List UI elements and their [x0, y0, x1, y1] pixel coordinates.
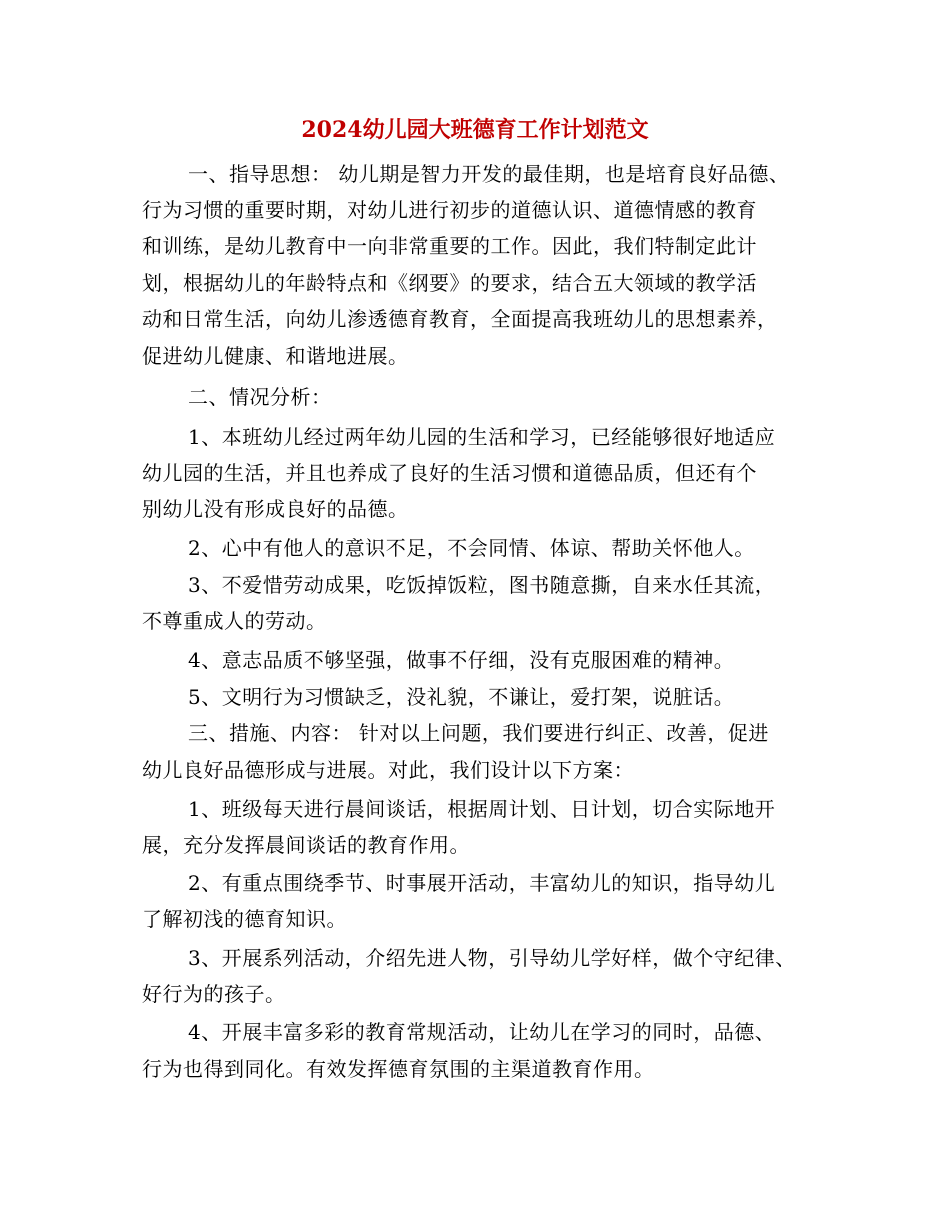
text-line: 划，根据幼儿的年龄特点和《纲要》的要求，结合五大领域的教学活 — [142, 271, 757, 295]
text-line: 1、本班幼儿经过两年幼儿园的生活和学习，已经能够很好地适应 — [188, 425, 776, 449]
text-line: 4、意志品质不够坚强，做事不仔细，没有克服困难的精神。 — [188, 648, 735, 672]
text-line: 别幼儿没有形成良好的品德。 — [142, 497, 409, 521]
text-line: 促进幼儿健康、和谐地进展。 — [142, 344, 409, 368]
text-line: 三、措施、内容： 针对以上问题，我们要进行纠正、改善，促进 — [188, 721, 769, 745]
text-line: 和训练，是幼儿教育中一向非常重要的工作。因此，我们特制定此计 — [142, 234, 757, 258]
text-line: 5、文明行为习惯缺乏，没礼貌，不谦让，爱打架，说脏话。 — [188, 685, 735, 709]
text-line: 2、心中有他人的意识不足，不会同情、体谅、帮助关怀他人。 — [188, 536, 755, 560]
text-line: 一、指导思想： 幼儿期是智力开发的最佳期，也是培育良好品德、 — [188, 162, 790, 186]
text-line: 4、开展丰富多彩的教育常规活动，让幼儿在学习的同时，品德、 — [188, 1020, 776, 1044]
text-line: 好行为的孩子。 — [142, 982, 286, 1006]
text-line: 幼儿良好品德形成与进展。对此，我们设计以下方案： — [142, 758, 634, 782]
text-line: 幼儿园的生活，并且也养成了良好的生活习惯和道德品质，但还有个 — [142, 461, 757, 485]
text-line: 2、有重点围绕季节、时事展开活动，丰富幼儿的知识，指导幼儿 — [188, 871, 776, 895]
section-heading: 二、情况分析： — [188, 385, 332, 409]
text-line: 行为也得到同化。有效发挥德育氛围的主渠道教育作用。 — [142, 1057, 655, 1081]
text-line: 1、班级每天进行晨间谈话，根据周计划、日计划，切合实际地开 — [188, 797, 776, 821]
text-line: 3、开展系列活动，介绍先进人物，引导幼儿学好样，做个守纪律、 — [188, 946, 796, 970]
text-line: 3、不爱惜劳动成果，吃饭掉饭粒，图书随意撕，自来水任其流， — [188, 573, 776, 597]
text-line: 不尊重成人的劳动。 — [142, 609, 327, 633]
text-line: 了解初浅的德育知识。 — [142, 907, 347, 931]
text-line: 展，充分发挥晨间谈话的教育作用。 — [142, 833, 470, 857]
document-title: 2024幼儿园大班德育工作计划范文 — [301, 117, 649, 143]
text-line: 动和日常生活，向幼儿渗透德育教育，全面提高我班幼儿的思想素养， — [142, 307, 778, 331]
text-line: 行为习惯的重要时期，对幼儿进行初步的道德认识、道德情感的教育 — [142, 198, 757, 222]
